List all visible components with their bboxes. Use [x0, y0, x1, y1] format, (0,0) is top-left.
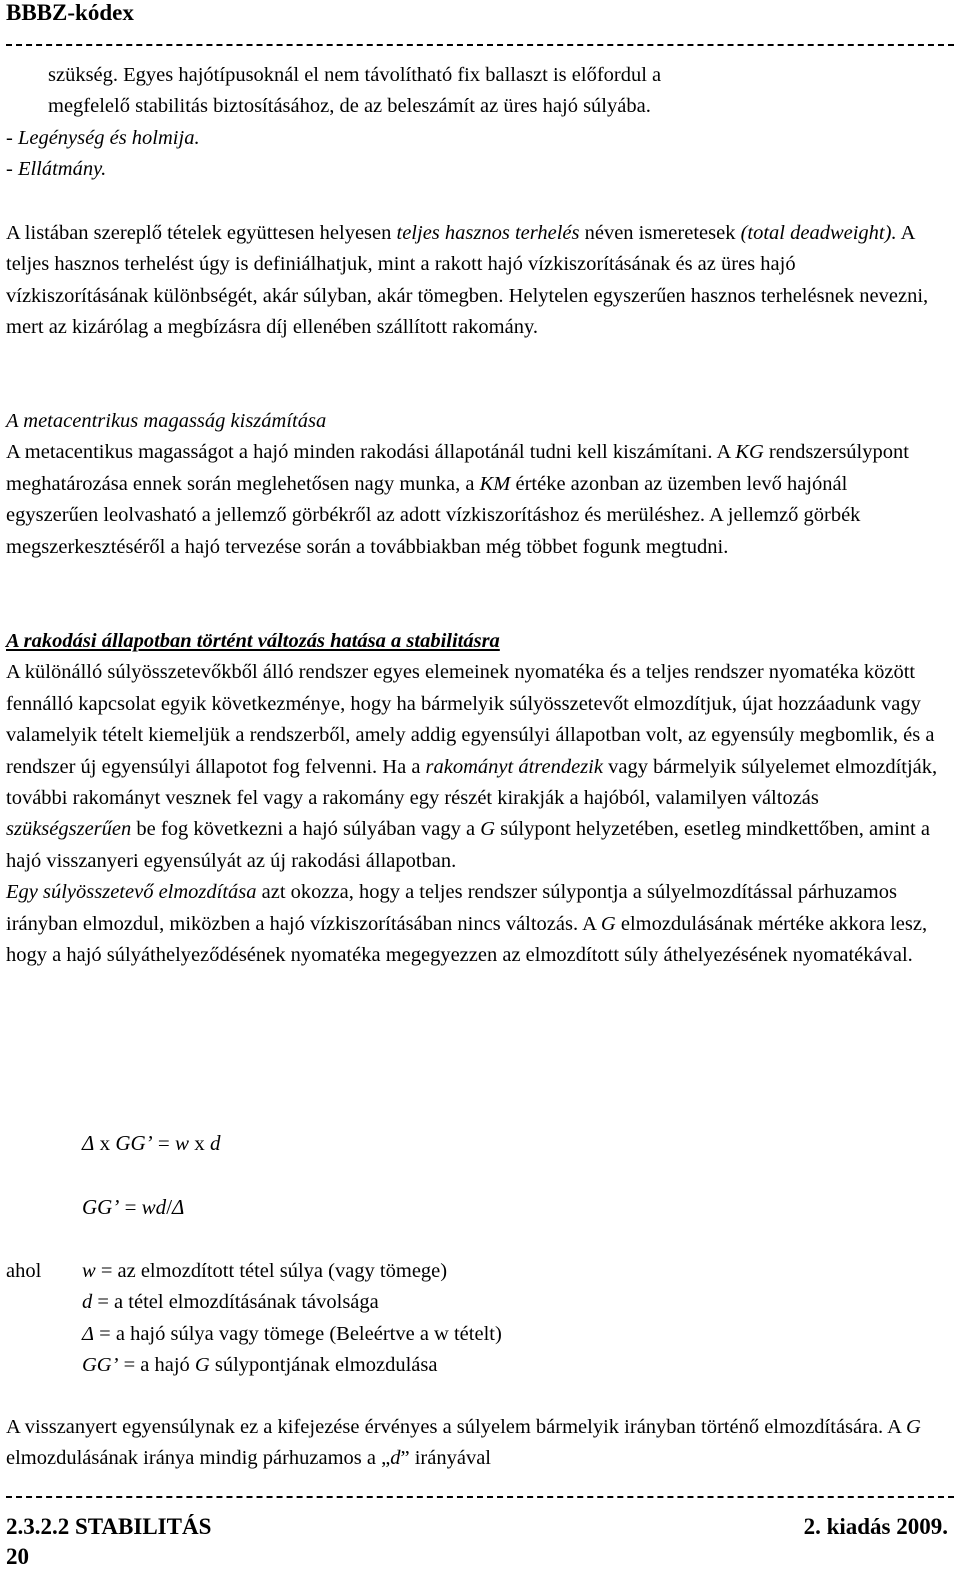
section-heading: A metacentrikus magasság kiszámítása [6, 410, 327, 432]
symbol-g: G [600, 912, 616, 935]
header-divider [6, 44, 954, 46]
definition-item [82, 1319, 502, 1350]
text: súlypontjának elmozdulása [209, 1354, 438, 1377]
definition-item [82, 1256, 502, 1287]
text: A különálló súlyösszetevőkből álló rendszer egyes elemeinek nyomatéka és a teljes rendszer nyomatéka között fennálló kapcsolat egyik következménye, hogy ha bármelyik súlyösszetevőt elmozdítjuk, újat hozzáadunk vagy valamelyik tételt kiemeljük a rendszerből, amely addig egyensúlyi állapotban volt, az egyensúly megbomlik, és a rendszer új egyensúlyi állapotot fog felvenni. Ha a [6, 661, 935, 778]
text: azt okozza, hogy a teljes rendszer súlypontja a súlyelmozdítással párhuzamos irányban elmozdul, miközben a hajó vízkiszorításában nincs változás. A [6, 881, 897, 935]
text: értéke azonban az üzemben levő hajónál egyszerűen leolvasható a jellemző görbékről az adott vízkiszorításhoz és merüléshez. A jellemző görbék megszerkesztéséről a hajó tervezése során a továbbiakban még többet fogunk megtudni. [6, 472, 861, 558]
term-italic: (total deadweight). [740, 222, 897, 244]
symbol-delta: Δ [82, 1131, 95, 1155]
operator: = [119, 1195, 142, 1219]
text: néven ismeretesek [579, 222, 741, 244]
symbol-delta: Δ [172, 1195, 185, 1219]
operator: x [94, 1131, 116, 1155]
text: elmozdulásának mértéke akkora lesz, hogy a hajó súlyáthelyeződésének nyomatéka megegyezzen az elmozdított súly áthelyezésének nyomatékával. [6, 912, 928, 967]
document-title: BBBZ-kódex [6, 0, 134, 25]
symbol-wd: wd [141, 1195, 167, 1219]
definition-item [82, 1350, 502, 1381]
symbol-d: d [82, 1291, 93, 1314]
text: ” irányával [400, 1447, 491, 1470]
text: = az elmozdított tétel súlya (vagy tömege) [95, 1260, 448, 1282]
formula-shift [82, 1192, 184, 1222]
footer-edition: 2. kiadás 2009. [803, 1514, 948, 1539]
symbol-d: d [210, 1131, 221, 1155]
symbol-gg: GG’ [82, 1195, 120, 1219]
text: elmozdulásának iránya mindig párhuzamos a „ [6, 1447, 391, 1470]
definitions-list [82, 1256, 502, 1382]
symbol-gg: GG’ [115, 1131, 153, 1155]
symbol-kg: KG [735, 441, 764, 464]
text: = a hajó [118, 1354, 195, 1377]
definition-item [82, 1287, 502, 1318]
symbol-d: d [390, 1447, 401, 1470]
footer-divider [6, 1496, 954, 1498]
text: rendszersúlypont meghatározása ennek során meglehetősen nagy munka, a [6, 441, 909, 495]
text: A teljes hasznos terhelést úgy is definiálhatjuk, mint a rakott hajó vízkiszorításának és az üres hajó vízkiszorításának különbségét, akár súlyban, akár tömegben. Helytelen egyszerűen hasznos terhelésnek nevezni, mert az kizárólag a megbízásra díj ellenében szállított rakomány. [6, 222, 929, 339]
text: súlypont helyzetében, esetleg mindkettőben, amint a hajó visszanyeri egyensúlyát az új rakodási állapotban. [6, 818, 930, 872]
symbol-w: w [175, 1131, 190, 1155]
list-item-crew: - Legénység és holmija. [6, 126, 200, 149]
symbol-delta: Δ [82, 1322, 95, 1345]
text: be fog következni a hajó súlyában vagy a [131, 818, 481, 841]
symbol-km: KM [479, 472, 511, 495]
symbol-g: G [480, 818, 496, 841]
term-italic: szükségszerűen [6, 818, 132, 841]
list-item-supplies: - Ellátmány. [6, 158, 107, 181]
term-italic: teljes hasznos terhelés [396, 222, 580, 244]
term-italic: rakományt átrendezik [425, 755, 603, 778]
paragraph-direction [6, 1412, 941, 1475]
symbol-w: w [82, 1260, 96, 1282]
footer-section: 2.3.2.2 STABILITÁS [6, 1514, 212, 1539]
text: vagy bármelyik súlyelemet elmozdítják, további rakományt vesznek fel vagy a rakomány egy részét kirakják a hajóból, valamilyen változás [6, 755, 938, 810]
symbol-gg: GG’ [82, 1354, 119, 1377]
term-italic: Egy súlyösszetevő elmozdítása [6, 881, 257, 904]
symbol-g: G [905, 1416, 921, 1438]
page-number: 20 [6, 1544, 29, 1569]
operator: = [152, 1131, 175, 1155]
text: = a tétel elmozdításának távolsága [92, 1291, 379, 1314]
text: A visszanyert egyensúlynak ez a kifejezése érvényes a súlyelem bármelyik irányban történő elmozdítására. A [6, 1416, 906, 1438]
text-line: megfelelő stabilitás biztosításához, de az beleszámít az üres hajó súlyába. [48, 95, 651, 118]
operator: / [166, 1195, 173, 1219]
text: A listában szereplő tételek együttesen helyesen [6, 222, 397, 244]
operator: x [189, 1131, 211, 1155]
definitions-label: ahol [6, 1260, 42, 1282]
section-heading: A rakodási állapotban történt változás hatása a stabilitásra [6, 630, 500, 652]
text-line: szükség. Egyes hajótípusoknál el nem távolítható fix ballaszt is előfordul a [48, 64, 662, 86]
text: = a hajó súlya vagy tömege (Beleértve a w tételt) [94, 1322, 502, 1345]
paragraph-deadweight [6, 218, 941, 344]
formula-moment [82, 1128, 221, 1158]
paragraph-continuation [6, 60, 941, 186]
section-loading-change [6, 626, 941, 971]
section-metacentric [6, 406, 941, 563]
symbol-g: G [194, 1354, 210, 1377]
text: A metacentikus magasságot a hajó minden rakodási állapotánál tudni kell kiszámítani. A [6, 441, 736, 464]
